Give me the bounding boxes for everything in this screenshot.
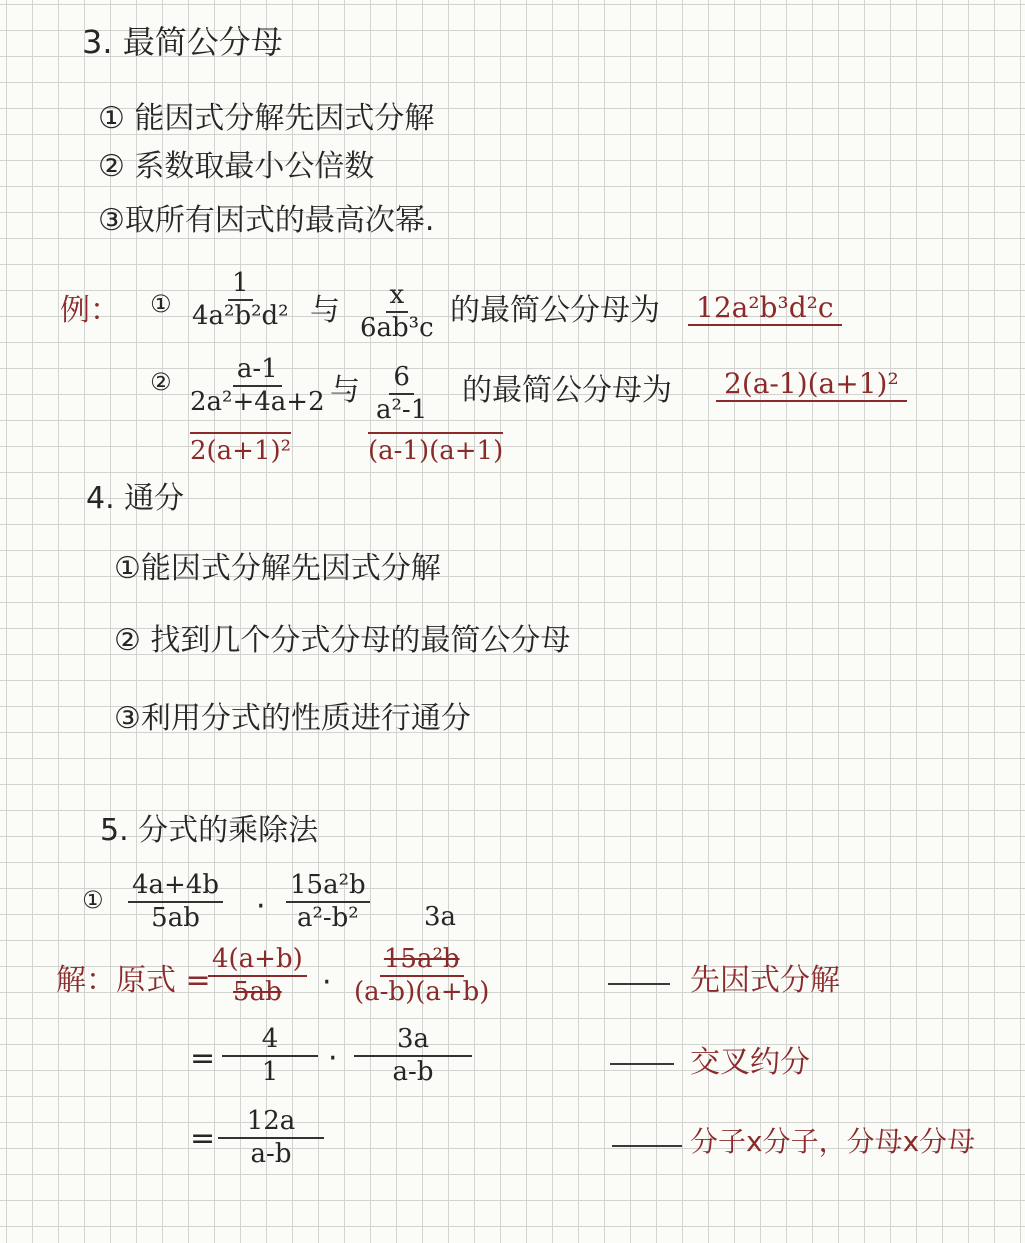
example-2-fraction-2 xyxy=(372,364,431,425)
multiply-dot: · xyxy=(322,965,332,1000)
fraction-numerator: a-1 xyxy=(233,356,282,387)
problem-marker: ① xyxy=(82,886,104,914)
equals-sign: = xyxy=(190,1041,216,1076)
example-1-fraction-2 xyxy=(356,282,438,343)
section-4-rule-2: ② 找到几个分式分母的最简公分母 xyxy=(114,623,571,658)
fraction-numerator: 12a xyxy=(218,1108,324,1139)
annotation-dash xyxy=(608,983,670,985)
fraction-numerator: 6 xyxy=(389,364,414,395)
solution-line-2-fraction-2 xyxy=(354,1026,472,1087)
example-2-answer: 2(a-1)(a+1)² xyxy=(716,370,907,402)
multiply-dot: · xyxy=(256,889,266,924)
fraction-denominator: 2a²+4a+2 xyxy=(190,387,325,418)
problem-extra-term: 3a xyxy=(424,902,457,932)
fraction-numerator: 1 xyxy=(228,270,253,301)
example-1-conjunction: 与 xyxy=(310,293,340,328)
solution-line-2-fraction-1 xyxy=(222,1026,318,1087)
solution-label: 解：原式 = xyxy=(56,963,211,998)
fraction-numerator: 3a xyxy=(354,1026,472,1057)
fraction-numerator: 15a²b xyxy=(286,872,370,903)
problem-fraction-2 xyxy=(286,872,370,933)
solution-note-2: 交叉约分 xyxy=(690,1045,810,1080)
fraction-denominator: (a-b)(a+b) xyxy=(354,977,490,1008)
equals-sign: = xyxy=(190,1121,216,1156)
example-2-marker: ② xyxy=(150,368,172,396)
example-2-conjunction: 与 xyxy=(330,373,360,408)
fraction-denominator: a²-1 xyxy=(376,395,428,426)
fraction-denominator: 5ab xyxy=(151,903,200,934)
fraction-denominator: 1 xyxy=(261,1057,279,1088)
fraction-numerator: x xyxy=(386,282,409,313)
fraction-denominator: a²-b² xyxy=(296,903,359,934)
section-3-rule-3: ③取所有因式的最高次幂. xyxy=(98,203,435,238)
fraction-numerator: 4(a+b) xyxy=(208,946,307,977)
section-4-title: 4. 通分 xyxy=(86,481,185,516)
example-2-fraction-1 xyxy=(186,356,329,417)
solution-note-1: 先因式分解 xyxy=(690,963,840,998)
section-4-rule-3: ③利用分式的性质进行通分 xyxy=(114,701,471,736)
example-2-factored-2: (a-1)(a+1) xyxy=(368,432,503,464)
solution-line-3-fraction xyxy=(218,1108,324,1169)
example-1-marker: ① xyxy=(150,290,172,318)
section-5-title: 5. 分式的乘除法 xyxy=(100,813,319,848)
example-1-fraction-1 xyxy=(188,270,293,331)
section-3-rule-1: ① 能因式分解先因式分解 xyxy=(98,101,435,136)
fraction-denominator: a-b xyxy=(250,1139,292,1170)
solution-line-1-fraction-1 xyxy=(208,946,307,1007)
fraction-numerator: 15a²b xyxy=(380,946,464,977)
multiply-dot: · xyxy=(328,1041,338,1076)
annotation-dash xyxy=(612,1145,682,1147)
example-label: 例： xyxy=(60,293,120,328)
fraction-denominator: a-b xyxy=(392,1057,434,1088)
fraction-numerator: 4 xyxy=(222,1026,318,1057)
solution-note-3: 分子x分子，分母x分母 xyxy=(690,1125,976,1158)
example-1-answer: 12a²b³d²c xyxy=(688,294,842,326)
section-4-rule-1: ①能因式分解先因式分解 xyxy=(114,551,441,586)
fraction-denominator: 4a²b²d² xyxy=(192,301,289,332)
problem-fraction-1 xyxy=(128,872,223,933)
section-3-title: 3. 最简公分母 xyxy=(82,23,283,61)
solution-line-1-fraction-2 xyxy=(350,946,493,1007)
fraction-denominator: 6ab³c xyxy=(360,313,434,344)
example-2-factored-1: 2(a+1)² xyxy=(190,432,291,464)
section-3-rule-2: ② 系数取最小公倍数 xyxy=(98,149,375,184)
fraction-numerator: 4a+4b xyxy=(128,872,223,903)
example-1-suffix: 的最简公分母为 xyxy=(450,293,660,328)
fraction-denominator: 5ab xyxy=(233,977,282,1008)
annotation-dash xyxy=(610,1063,674,1065)
example-2-suffix: 的最简公分母为 xyxy=(462,373,672,408)
